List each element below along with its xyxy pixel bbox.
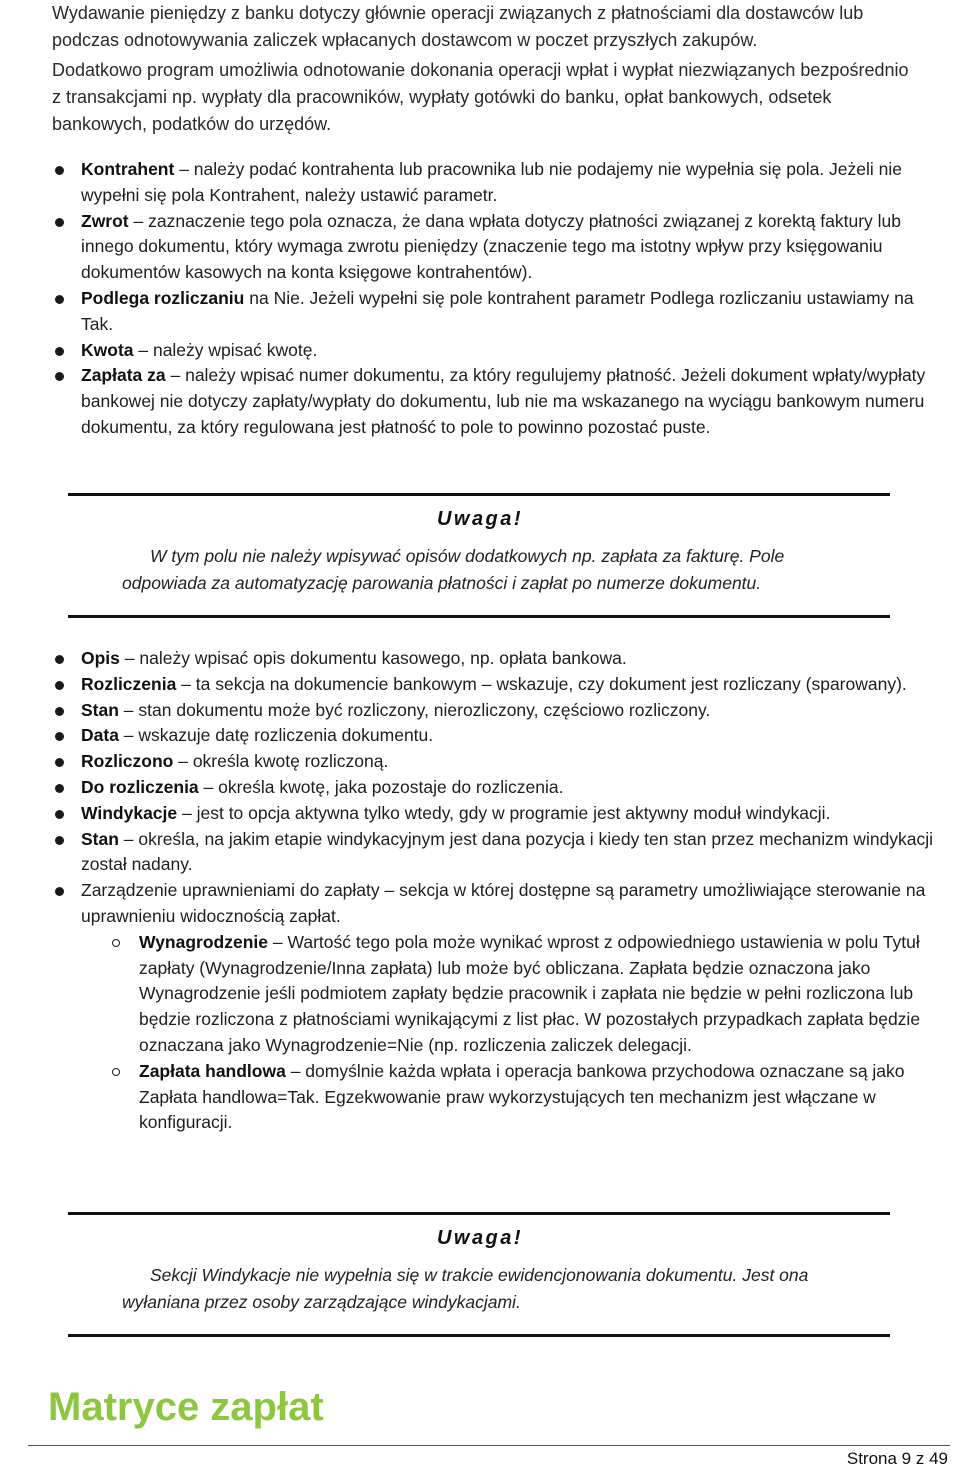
term: Stan <box>81 699 119 720</box>
page-number: Strona 9 z 49 <box>846 1449 948 1468</box>
note-text: Sekcji Windykacje nie wypełnia się w trakcie ewidencjonowania dokumentu. Jest ona wyłaniana przez osoby zarządzające windykacjami. <box>122 1265 809 1312</box>
bullet-icon <box>55 732 64 741</box>
description: – domyślnie każda wpłata i operacja bankowa przychodowa oznaczane są jako Zapłata handlowa=Tak. Egzekwowanie praw wykorzystujących ten mechanizm jest włączane w konfiguracji. <box>139 1060 905 1133</box>
term: Data <box>81 725 119 746</box>
bullet-icon <box>55 887 64 896</box>
description: – zaznaczenie tego pola oznacza, że dana wpłata dotyczy płatności związanej z korektą faktury lub innego dokumentu, który wymaga zwrotu pieniędzy (znaczenie tego ma istotny wpływ przy księgowaniu dokumentów kasowych na konta księgowe kontrahentów). <box>81 210 902 283</box>
note-divider-top <box>68 1212 890 1215</box>
note-divider-bottom <box>68 615 890 618</box>
term: Do rozliczenia <box>81 776 199 797</box>
bullet-icon <box>55 836 64 845</box>
bullet-icon <box>55 347 64 356</box>
list-item-stan-windykacji <box>52 827 942 879</box>
list-item-data <box>52 723 942 749</box>
bullet-icon <box>55 166 64 175</box>
term: Zwrot <box>81 210 129 231</box>
intro-paragraph-1: Wydawanie pieniędzy z banku dotyczy głównie operacji związanych z płatnościami dla dostawców lub podczas odnotowywania zaliczek wpłacanych dostawcom w poczet przyszłych zakupów. <box>52 3 864 50</box>
list-item-windykacje <box>52 801 942 827</box>
bullet-icon <box>55 707 64 716</box>
description: – ta sekcja na dokumencie bankowym – wskazuje, czy dokument jest rozliczany (sparowany). <box>176 673 907 694</box>
list-item-zwrot <box>52 209 942 286</box>
description: – należy wpisać numer dokumentu, za który regulujemy płatność. Jeżeli dokument wpłaty/wypłaty bankowej nie dotyczy zapłaty/wypłaty do dokumentu, lub nie ma wskazanego na wyciągu bankowym numeru dokumentu, za który regulowana jest płatność to pole to powinno pozostać puste. <box>81 365 926 437</box>
field-list-2 <box>52 646 942 1136</box>
description: – należy wpisać opis dokumentu kasowego, np. opłata bankowa. <box>119 648 627 668</box>
list-item-zaplata-za <box>52 363 942 440</box>
term: Wynagrodzenie <box>139 931 269 952</box>
bullet-icon <box>55 218 64 227</box>
description: – wskazuje datę rozliczenia dokumentu. <box>118 725 434 746</box>
note-title: Uwaga! <box>436 508 524 530</box>
footer-divider <box>28 1445 950 1446</box>
list-item-kontrahent <box>52 157 942 209</box>
term: Zapłata za <box>81 365 166 386</box>
note-divider-bottom <box>68 1334 890 1337</box>
sublist <box>81 930 942 1136</box>
term: Opis <box>81 648 120 668</box>
description: – jest to opcja aktywna tylko wtedy, gdy w programie jest aktywny moduł windykacji. <box>177 802 831 823</box>
list-item-rozliczenia <box>52 672 942 698</box>
bullet-icon <box>55 295 64 304</box>
term: Rozliczono <box>81 751 174 772</box>
note-text: W tym polu nie należy wpisywać opisów dodatkowych np. zapłata za fakturę. Pole odpowiada za automatyzację parowania płatności i zapłat po numerze dokumentu. <box>122 546 785 593</box>
bullet-icon <box>55 372 64 381</box>
term: Rozliczenia <box>81 673 177 694</box>
term: Zapłata handlowa <box>139 1060 286 1081</box>
circle-bullet-icon <box>112 939 120 947</box>
intro-paragraph-2: Dodatkowo program umożliwia odnotowanie dokonania operacji wpłat i wypłat niezwiązanych bezpośrednio z transakcjami np. wypłaty dla pracowników, wypłaty gotówki do banku, opłat bankowych, odsetek bankowych, podatków do urzędów. <box>52 60 909 134</box>
bullet-icon <box>55 784 64 793</box>
bullet-icon <box>55 810 64 819</box>
description: na Nie. Jeżeli wypełni się pole kontrahent parametr Podlega rozliczaniu ustawiamy na Tak. <box>81 287 914 334</box>
list-item-do-rozliczenia <box>52 775 942 801</box>
list-item-uprawnienia <box>52 878 942 1136</box>
list-item-podlega-rozliczaniu <box>52 286 942 338</box>
description: – stan dokumentu może być rozliczony, nierozliczony, częściowo rozliczony. <box>118 699 711 720</box>
term: Kontrahent <box>81 159 175 179</box>
circle-bullet-icon <box>112 1068 120 1076</box>
note-title: Uwaga! <box>436 1227 524 1249</box>
description: – Wartość tego pola może wynikać wprost z odpowiedniego ustawienia w polu Tytuł zapłaty (Wynagrodzenie/Inna zapłata) lub może być obliczana. Zapłata będzie oznaczona jako Wynagrodzenie jeśli podmiotem zapłaty będzie pracownik i zapłata nie będzie w pełni rozliczona lub będzie rozliczona z płatnościami wynikającymi z list płac. W pozostałych przypadkach zapłata będzie oznaczana jako Wynagrodzenie=Nie (np. rozliczenia zaliczek delegacji. <box>139 931 921 1055</box>
term: Kwota <box>81 339 134 360</box>
bullet-icon <box>55 655 64 664</box>
description: – określa kwotę rozliczoną. <box>173 751 389 772</box>
section-heading: Matryce zapłat <box>48 1385 324 1429</box>
field-list-1 <box>52 157 942 441</box>
description: – należy podać kontrahenta lub pracownika lub nie podajemy nie wypełnia się pola. Jeżeli nie wypełni się pola Kontrahent, należy ustawić parametr. <box>81 159 903 205</box>
list-item-rozliczono <box>52 749 942 775</box>
bullet-icon <box>55 758 64 767</box>
list-item-opis <box>52 646 942 672</box>
description: Zarządzenie uprawnieniami do zapłaty – sekcja w której dostępne są parametry umożliwiające sterowanie na uprawnieniu widocznością zapłat. <box>81 880 926 926</box>
description: – określa, na jakim etapie windykacyjnym jest dana pozycja i kiedy ten stan przez mechanizm windykacji został nadany. <box>81 828 934 875</box>
term: Podlega rozliczaniu <box>81 287 245 308</box>
note-divider-top <box>68 493 890 496</box>
list-item-stan <box>52 698 942 724</box>
description: – należy wpisać kwotę. <box>133 339 318 360</box>
term: Windykacje <box>81 802 178 823</box>
bullet-icon <box>55 681 64 690</box>
term: Stan <box>81 828 119 849</box>
description: – określa kwotę, jaka pozostaje do rozliczenia. <box>198 776 564 797</box>
sublist-item-zaplata-handlowa <box>81 1059 942 1136</box>
list-item-kwota <box>52 338 942 364</box>
sublist-item-wynagrodzenie <box>81 930 942 1059</box>
